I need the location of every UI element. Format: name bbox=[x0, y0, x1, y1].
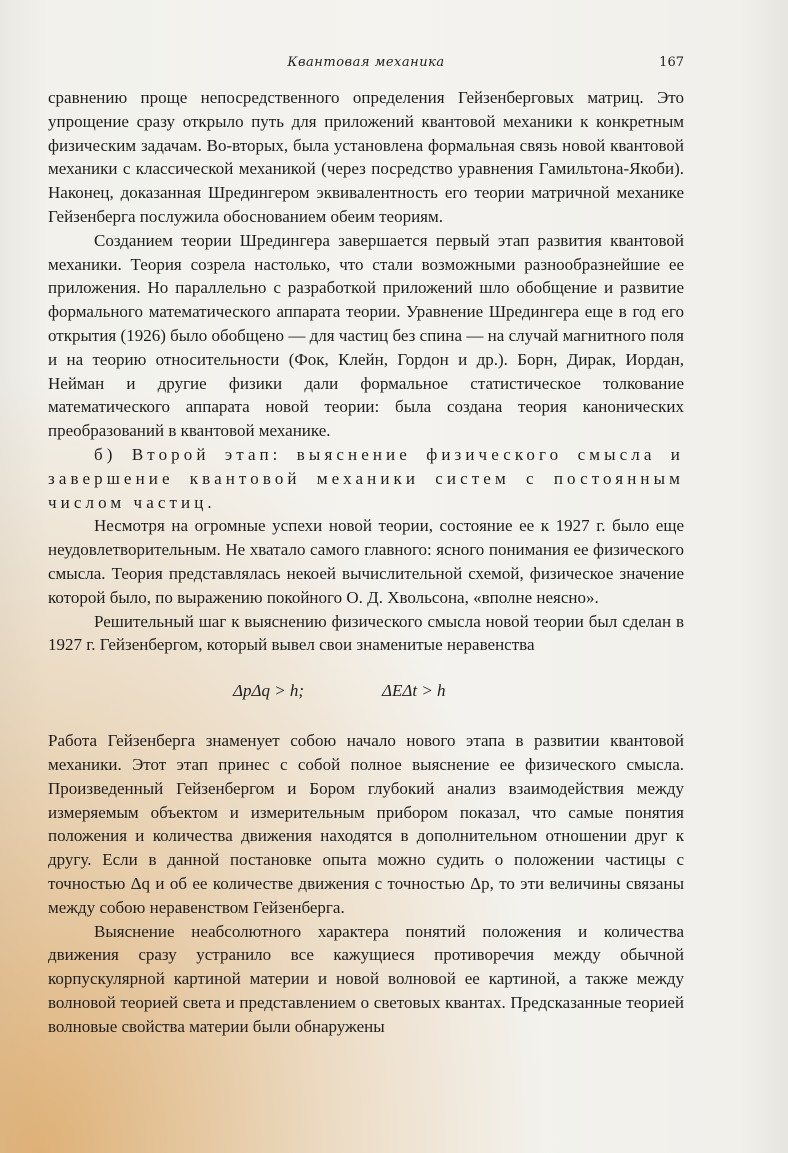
paragraph-5: Работа Гейзенберга знаменует собою начало нового этапа в развитии квантовой механики. Этот этап принес с собой полное выяснение ее физического смысла. Произведенный Гейзенбергом и Бором глубокий анализ взаимодействия между измеряемым объектом и измерительным прибором показал, что самые понятия положения и количества движения находятся в дополнительном отношении друг к другу. Если в данной постановке опыта можно судить о положении частицы с точностью Δq и об ее количестве движения с точностью Δp, то эти величины связаны между собою неравенством Гейзенберга. bbox=[48, 731, 684, 917]
section-heading: б) Второй этап: выяснение физического смысла и завершение квантовой механики систем с постоянным числом частиц. bbox=[48, 444, 684, 512]
page-number: 167 bbox=[659, 55, 684, 70]
formula-energy-time: ΔEΔt > h bbox=[382, 681, 446, 701]
running-head-title: Квантовая механика bbox=[287, 55, 445, 70]
paragraph-3: Несмотря на огромные успехи новой теории, состояние ее к 1927 г. было еще неудовлетворительным. Не хватало самого главного: ясного понимания ее физического смысла. Теория представлялась некоей вычислительной схемой, физическое значение которой было, по выражению покойного О. Д. Хвольсона, «вполне неясно». bbox=[48, 516, 684, 607]
page-body bbox=[48, 86, 684, 1038]
formula-position-momentum: ΔpΔq > h; bbox=[233, 681, 305, 701]
uncertainty-formula bbox=[48, 657, 684, 729]
paragraph-2: Созданием теории Шредингера завершается первый этап развития квантовой механики. Теория созрела настолько, что стали возможными разнообразнейшие ее приложения. Но параллельно с разработкой приложений шло обобщение и развитие формального математического аппарата теории. Уравнение Шредингера еще в год его открытия (1926) было обобщено — для частиц без спина — на случай магнитного поля и на теорию относительности (Фок, Клейн, Гордон и др.). Борн, Дирак, Иордан, Нейман и другие физики дали формальное статистическое толкование математического аппарата новой теории: была создана теория канонических преобразований в квантовой механике. bbox=[48, 230, 684, 441]
paragraph-6: Выяснение неабсолютного характера понятий положения и количества движения сразу устранило все кажущиеся противоречия между обычной корпускулярной картиной материи и новой волновой ее картиной, а также между волновой теорией света и представлением о световых квантах. Предсказанные теорией волновые свойства материи были обнаружены bbox=[48, 921, 684, 1036]
paragraph-1: сравнению проще непосредственного определения Гейзенберговых матриц. Это упрощение сразу открыло путь для приложений квантовой механики к конкретным физическим задачам. Во-вторых, была установлена формальная связь новой квантовой механики с классической механикой (через посредство уравнения Гамильтона-Якоби). Наконец, доказанная Шредингером эквивалентность его теории матричной механике Гейзенберга послужила обоснованием обеим теориям. bbox=[48, 88, 684, 226]
paragraph-4: Решительный шаг к выяснению физического смысла новой теории был сделан в 1927 г. Гейзенбергом, который вывел свои знаменитые неравенства bbox=[48, 611, 684, 655]
running-head bbox=[48, 55, 684, 75]
